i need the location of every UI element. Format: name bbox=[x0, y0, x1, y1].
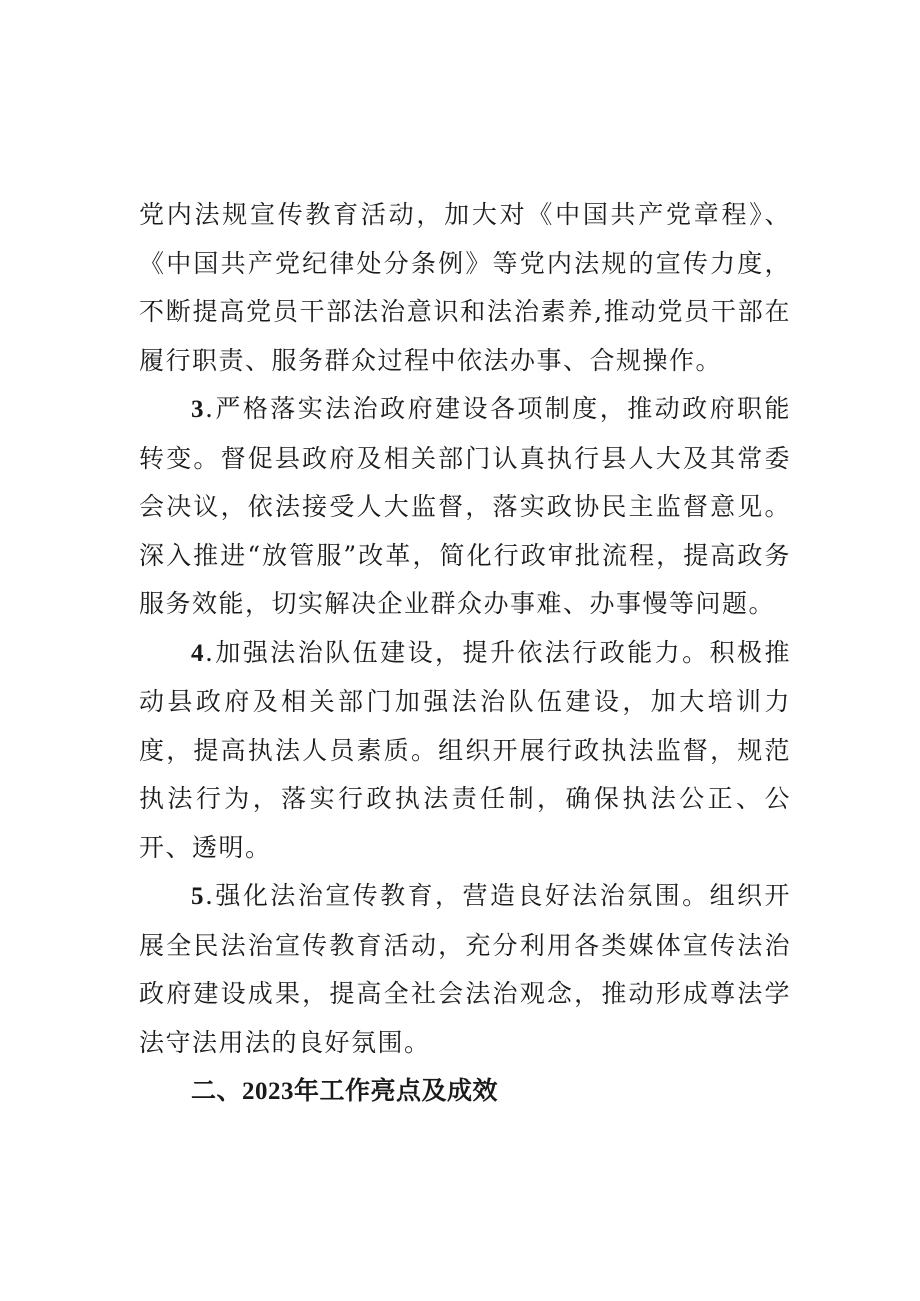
paragraph-item-3 bbox=[139, 385, 791, 629]
item-number: 3 bbox=[191, 396, 205, 423]
section-heading bbox=[139, 1067, 791, 1117]
heading-prefix: 二、 bbox=[191, 1076, 243, 1105]
paragraph-text: 党内法规宣传教育活动，加大对《中国共产党章程》、《中国共产党纪律处分条例》等党内法规的宣传力度，不断提高党员干部法治意识和法治素养,推动党员干部在履行职责、服务群众过程中依法办事、合规操作。 bbox=[139, 200, 791, 375]
item-number: 4 bbox=[191, 639, 205, 667]
document-body bbox=[139, 191, 791, 1117]
paragraph-text: .强化法治宣传教育，营造良好法治氛围。组织开展全民法治宣传教育活动，充分利用各类媒体宣传法治政府建设成果，提高全社会法治观念，推动形成尊法学法守法用法的良好氛围。 bbox=[139, 881, 791, 1057]
paragraph-continuation bbox=[139, 191, 791, 385]
paragraph-text: .加强法治队伍建设，提升依法行政能力。积极推动县政府及相关部门加强法治队伍建设，加大培训力度，提高执法人员素质。组织开展行政执法监督，规范执法行为，落实行政执法责任制，确保执法公正、公开、透明。 bbox=[139, 637, 791, 862]
heading-year: 2023 bbox=[242, 1078, 295, 1105]
paragraph-item-5 bbox=[139, 872, 791, 1067]
paragraph-text: .严格落实法治政府建设各项制度，推动政府职能转变。督促县政府及相关部门认真执行县人大及其常委会决议，依法接受人大监督，落实政协民主监督意见。深入推进“放管服”改革，简化行政审批流程，提高政务服务效能，切实解决企业群众办事难、办事慢等问题。 bbox=[139, 394, 791, 618]
heading-suffix: 年工作亮点及成效 bbox=[294, 1076, 499, 1105]
item-number: 5 bbox=[191, 883, 205, 910]
paragraph-item-4 bbox=[139, 629, 791, 873]
